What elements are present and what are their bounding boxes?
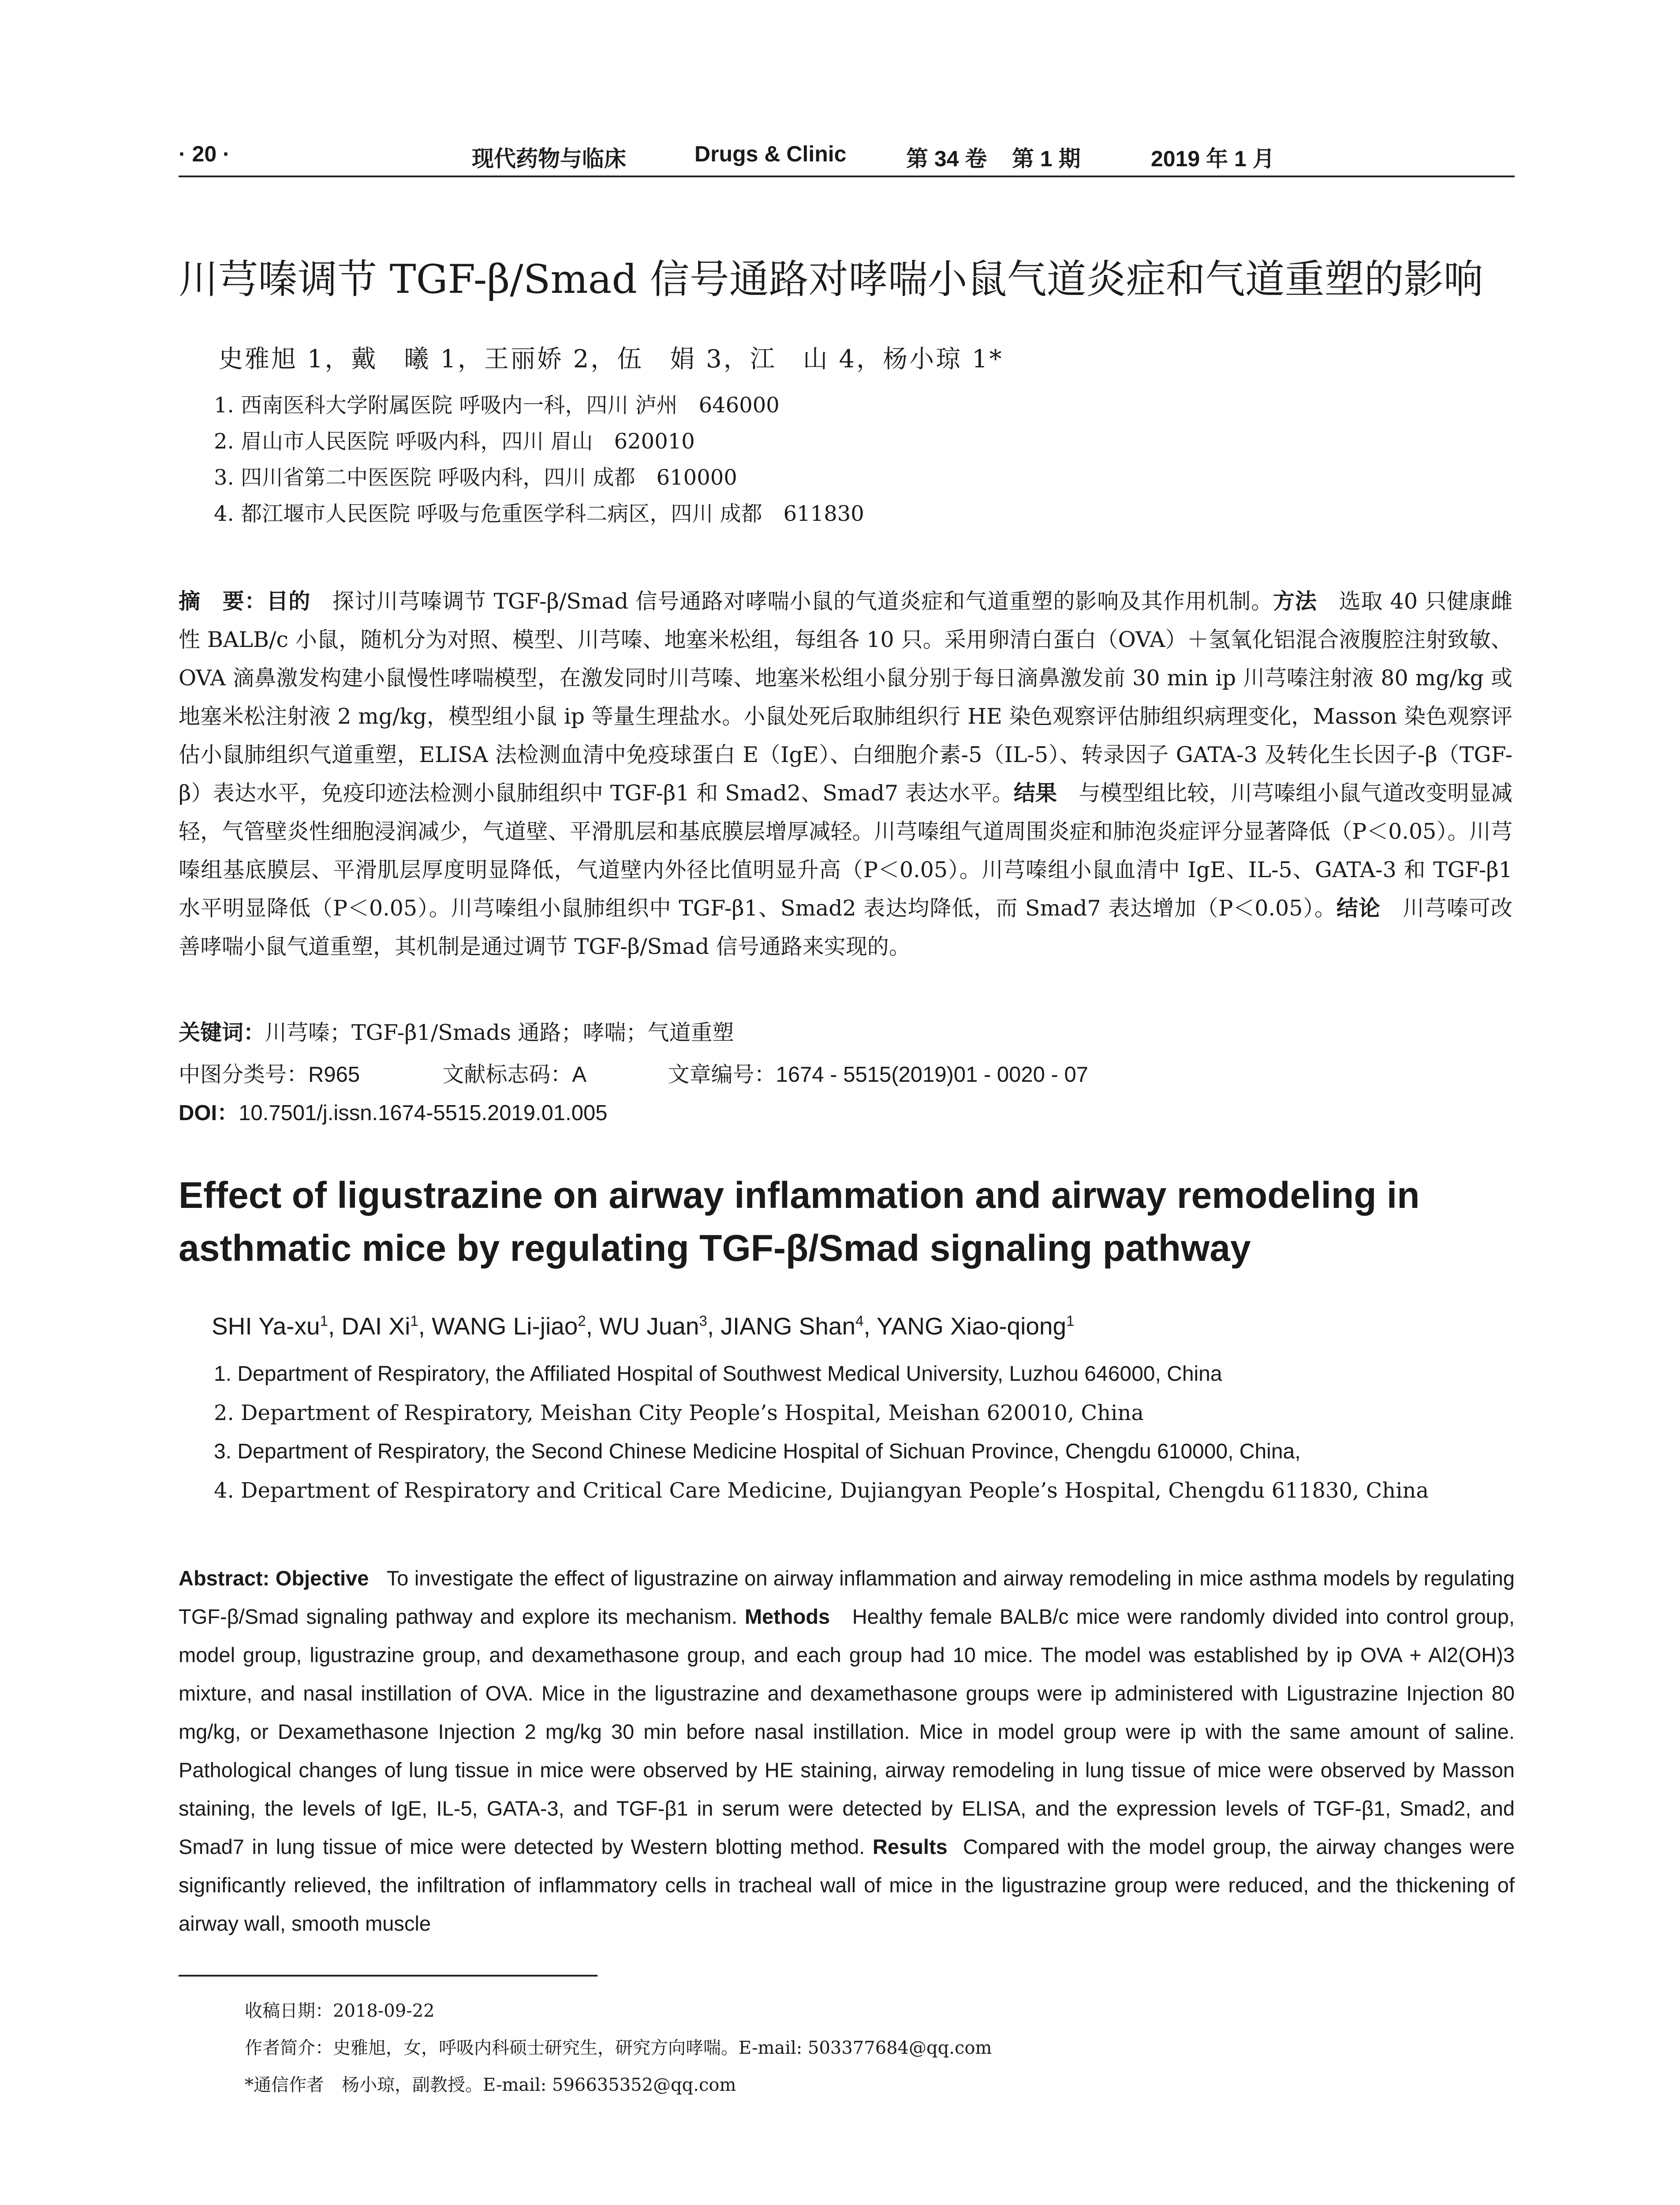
page-number: · 20 ·	[179, 142, 230, 166]
objective-text: 探讨川芎嗪调节 TGF-β/Smad 信号通路对哮喘小鼠的气道炎症和气道重塑的影响及其作用机制。	[332, 589, 1273, 614]
clc-label: 中图分类号：	[179, 1063, 309, 1087]
doi-label: DOI：	[179, 1101, 239, 1125]
author-name-en: SHI Ya-xu	[212, 1312, 320, 1340]
objective-en-text: To investigate the effect of ligustrazine on airway inflammation and airway remodeling in mice asthma models by regulating TGF-β/Smad signaling pathway and explore its mechanism.	[179, 1566, 1515, 1628]
results-text: 与模型组比较，川芎嗪组小鼠气道改变明显减轻，气管壁炎性细胞浸润减少，气道壁、平滑肌层和基底膜层增厚减轻。川芎嗪组气道周围炎症和肺泡炎症评分显著降低（P＜0.05）。川芎嗪组基底膜层、平滑肌层厚度明显降低，气道壁内外径比值明显升高（P＜0.05）。川芎嗪组小鼠血清中 IgE、IL-5、GATA-3 和 TGF-β1 水平明显降低（P＜0.05）。川芎嗪组小鼠肺组织中 TGF-β1、Smad2 表达均降低，而 Smad7 表达增加（P＜0.05）。	[179, 781, 1512, 921]
doi-line	[179, 1096, 608, 1127]
abstract-en	[179, 1559, 1515, 1943]
affiliation-en: 1. Department of Respiratory, the Affiliated Hospital of Southwest Medical University, Luzhou 646000, China	[214, 1362, 1222, 1386]
footnote-received: 收稿日期：2018-09-22	[245, 2001, 435, 2021]
author-name-en: YANG Xiao-qiong	[877, 1312, 1067, 1340]
authors-en: SHI $Ya-xu^1$, DAI Xi$^1$, WANG Li-jiao$^2$, WU Juan$^3$, JIANG Shan$^4$, YANG Xiao-qiong$^1$	[212, 1312, 1075, 1340]
footnote-rule	[179, 1975, 597, 1977]
doc-code-value: A	[572, 1063, 586, 1087]
article-no-label: 文章编号：	[668, 1063, 776, 1087]
methods-text: 选取 40 只健康雌性 BALB/c 小鼠，随机分为对照、模型、川芎嗪、地塞米松组，每组各 10 只。采用卵清白蛋白（OVA）＋氢氧化铝混合液腹腔注射致敏、OVA 滴鼻激发构建小鼠慢性哮喘模型，在激发同时川芎嗪、地塞米松组小鼠分别于每日滴鼻激发前 30 min ip 川芎嗪注射液 80 mg/kg 或地塞米松注射液 2 mg/kg，模型组小鼠 ip 等量生理盐水。小鼠处死后取肺组织行 HE 染色观察评估肺组织病理变化，Masson 染色观察评估小鼠肺组织气道重塑，ELISA 法检测血清中免疫球蛋白 E（IgE）、白细胞介素-5（IL-5）、转录因子 GATA-3 及转化生长因子-β（TGF-β）表达水平，免疫印迹法检测小鼠肺组织中 TGF-β1 和 Smad2、Smad7 表达水平。	[179, 589, 1512, 806]
classification-line	[179, 1058, 1088, 1088]
results-en-label: Results	[872, 1835, 948, 1858]
running-header	[179, 141, 1515, 172]
author-affiliation-mark: 4	[855, 1312, 864, 1329]
article-no-value: 1674 - 5515(2019)01 - 0020 - 07	[776, 1063, 1088, 1087]
methods-en-text: Healthy female BALB/c mice were randomly divided into control group, model group, ligustrazine group, and dexamethasone group, and each group had 10 mice. The model was established by ip OVA + Al2(OH)3 mixture, and nasal instillation of OVA. Mice in the ligustrazine and dexamethasone groups were ip administered with Ligustrazine Injection 80 mg/kg, or Dexamethasone Injection 2 mg/kg 30 min before nasal instillation. Mice in model group were ip with the same amount of saline. Pathological changes of lung tissue in mice were observed by HE staining, airway remodeling in lung tissue of mice were observed by Masson staining, the levels of IgE, IL-5, GATA-3, and TGF-β1 in serum were detected by ELISA, and the expression levels of TGF-β1, Smad2, and Smad7 in lung tissue of mice were detected by Western blotting method.	[179, 1605, 1515, 1858]
title-cn: 川芎嗪调节 TGF-β/Smad 信号通路对哮喘小鼠气道炎症和气道重塑的影响	[179, 256, 1483, 303]
author-affiliation-mark: 1	[1066, 1312, 1075, 1329]
keywords-text: 川芎嗪；TGF-β1/Smads 通路；哮喘；气道重塑	[265, 1020, 734, 1045]
objective-label: 目的	[266, 588, 311, 614]
author-name-en: JIANG Shan	[721, 1312, 856, 1340]
journal-name-cn: 现代药物与临床	[472, 146, 626, 172]
affiliation-en: 4. Department of Respiratory and Critical Care Medicine, Dujiangyan People’s Hospital, Chengdu 611830, China	[214, 1478, 1429, 1503]
methods-en-label: Methods	[744, 1605, 830, 1628]
clc-value: R965	[308, 1063, 360, 1087]
title-en: Effect of ligustrazine on airway inflammation and airway remodeling in asthmatic mice by regulating TGF-β/Smad signaling pathway	[179, 1174, 1420, 1269]
affiliation-cn: 4. 都江堰市人民医院 呼吸与危重医学科二病区，四川 成都 611830	[214, 501, 864, 526]
author-affiliation-mark: 2	[578, 1312, 586, 1329]
author-affiliation-mark: 1	[320, 1312, 328, 1329]
volume: 第 34 卷	[906, 146, 987, 171]
footnote-author-info: 作者简介：史雅旭，女，呼吸内科硕士研究生，研究方向哮喘。E-mail: 503377684@qq.com	[245, 2038, 992, 2058]
results-label: 结果	[1013, 780, 1057, 806]
abstract-en-label: Abstract: Objective	[179, 1566, 369, 1590]
header-rule	[179, 176, 1515, 177]
doc-code-label: 文献标志码：	[442, 1063, 572, 1087]
author-name-en: DAI Xi	[341, 1312, 411, 1340]
affiliation-cn: 2. 眉山市人民医院 呼吸内科，四川 眉山 620010	[214, 429, 695, 454]
doi-link[interactable]: 10.7501/j.issn.1674-5515.2019.01.005	[239, 1101, 608, 1125]
methods-label: 方法	[1273, 588, 1317, 614]
abstract-cn	[179, 582, 1512, 966]
affiliation-cn: 1. 西南医科大学附属医院 呼吸内一科，四川 泸州 646000	[214, 393, 780, 418]
results-en-text: Compared with the model group, the airway changes were significantly relieved, the infiltration of inflammatory cells in tracheal wall of mice in the ligustrazine group were reduced, and the thickening of airway wall, smooth muscle	[179, 1835, 1515, 1935]
keywords-cn	[179, 1013, 1512, 1052]
keywords-label: 关键词：	[179, 1020, 265, 1045]
footnote-corresponding: *通信作者 杨小琼，副教授。E-mail: 596635352@qq.com	[245, 2075, 736, 2095]
issue-date: 2019 年 1 月	[1151, 146, 1275, 171]
author-affiliation-mark: 3	[699, 1312, 707, 1329]
affiliation-cn: 3. 四川省第二中医医院 呼吸内科，四川 成都 610000	[214, 465, 737, 490]
conclusion-text: 川芎嗪可改善哮喘小鼠气道重塑，其机制是通过调节 TGF-β/Smad 信号通路来实现的。	[179, 896, 1512, 959]
authors-cn: 史雅旭 1，戴 曦 1，王丽娇 2，伍 娟 3，江 山 4，杨小琼 1*	[218, 345, 1004, 374]
author-name-en: WANG Li-jiao	[432, 1312, 578, 1340]
affiliation-en: 3. Department of Respiratory, the Second Chinese Medicine Hospital of Sichuan Province, Chengdu 610000, China,	[214, 1440, 1301, 1463]
author-affiliation-mark: 1	[410, 1312, 418, 1329]
abstract-cn-label: 摘 要：	[179, 588, 267, 614]
issue: 第 1 期	[1012, 146, 1081, 171]
author-name-en: WU Juan	[599, 1312, 699, 1340]
conclusion-label: 结论	[1336, 895, 1381, 921]
affiliation-en: 2. Department of Respiratory, Meishan City People’s Hospital, Meishan 620010, China	[214, 1401, 1144, 1425]
journal-name-en: Drugs & Clinic	[694, 142, 847, 166]
